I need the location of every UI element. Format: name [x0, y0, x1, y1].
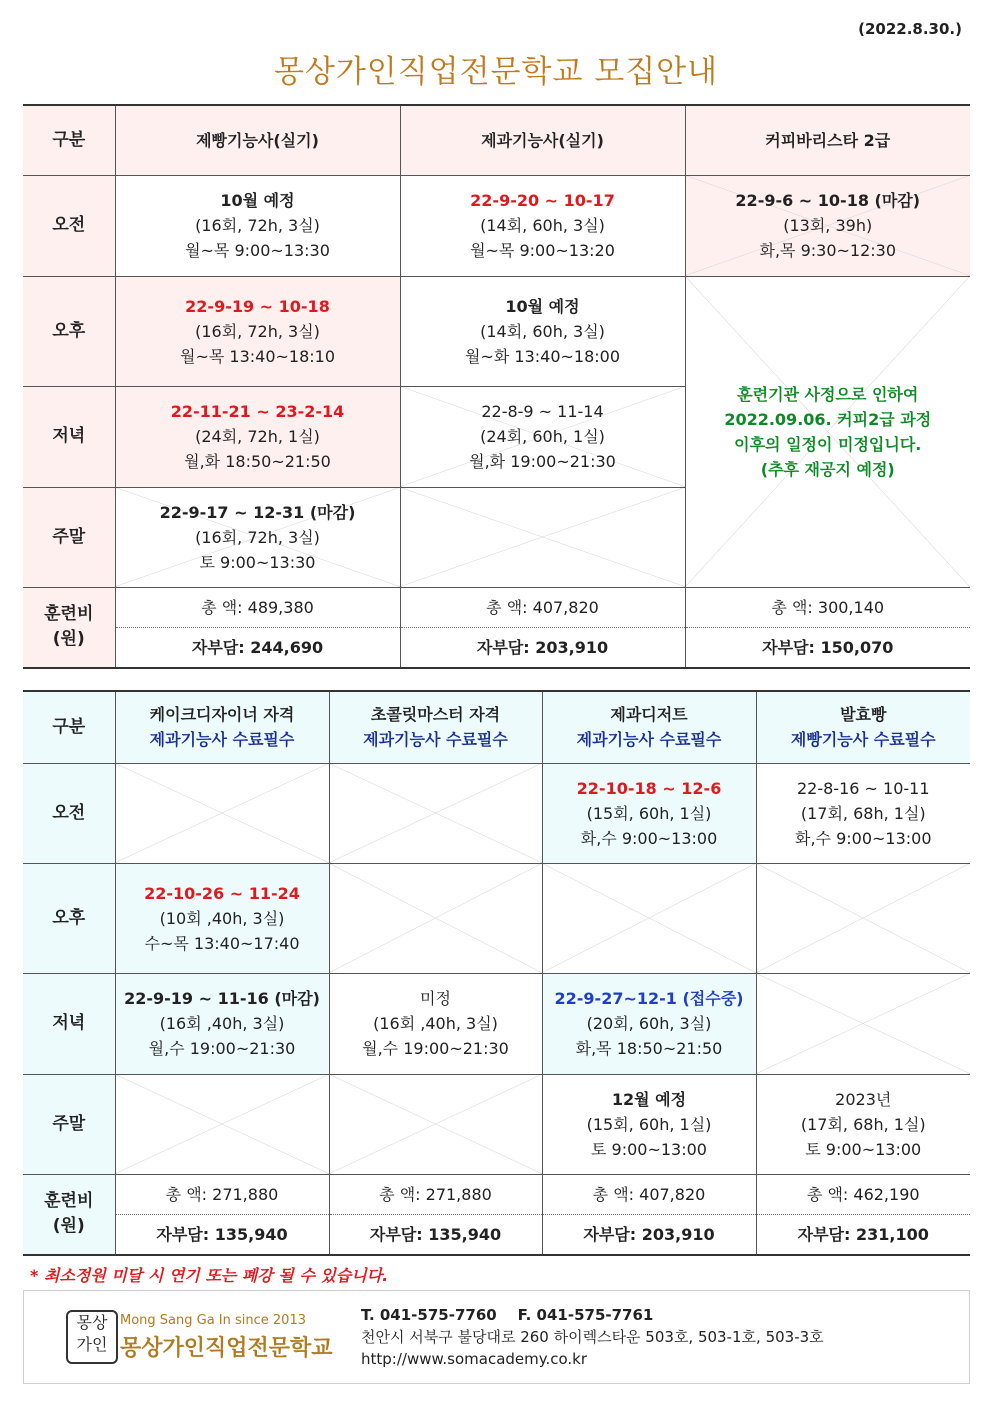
course-requirement: 제과기능사 수료필수	[149, 730, 295, 750]
cell-cake-morning-empty	[115, 763, 329, 863]
cell-ferment-evening-empty	[756, 973, 970, 1074]
fee-label: 훈련비	[44, 604, 94, 625]
coffee-notice-line: 이후의 일정이 미정입니다.	[734, 434, 922, 454]
cell-detail: (10회 ,40h, 3실)	[159, 908, 285, 928]
cell-bread-weekend	[115, 487, 400, 587]
col-header-fermented-bread	[756, 691, 970, 763]
document-date: (2022.8.30.)	[858, 20, 962, 38]
cell-detail: (16회, 72h, 3실)	[195, 216, 320, 235]
cell-time: 월,화 18:50~21:50	[184, 452, 331, 471]
fee-total-cake: 총 액: 271,880	[115, 1174, 329, 1214]
cell-cake-evening	[115, 973, 329, 1074]
cell-detail: (16회, 72h, 3실)	[195, 527, 320, 547]
cell-cake-weekend-empty	[115, 1074, 329, 1174]
cell-choco-afternoon-empty	[329, 863, 542, 973]
fee-total-choco: 총 액: 271,880	[329, 1174, 542, 1214]
cell-dessert-weekend	[542, 1074, 756, 1174]
cell-choco-morning-empty	[329, 763, 542, 863]
row-label-morning: 오전	[23, 175, 115, 276]
course-name: 발효빵	[840, 705, 887, 725]
cell-period: 22-9-17 ~ 12-31 (마감)	[159, 502, 356, 522]
cell-bread-evening	[115, 386, 400, 487]
cell-detail: (20회, 60h, 3실)	[586, 1014, 712, 1033]
col-header-cake	[115, 691, 329, 763]
cell-time: 토 9:00~13:00	[591, 1139, 707, 1159]
cancellation-notice: * 최소정원 미달 시 연기 또는 폐강 될 수 있습니다.	[30, 1266, 389, 1285]
logo-school-name: 몽상가인직업전문학교	[120, 1336, 333, 1361]
cell-confection-afternoon	[400, 276, 685, 386]
cell-time: 월~목 9:00~13:30	[185, 241, 330, 260]
schedule-table-2	[23, 690, 970, 1256]
page-title: 몽상가인직업전문학교 모집안내	[273, 54, 719, 90]
cell-confection-weekend-empty	[400, 487, 685, 587]
row-label-weekend: 주말	[23, 1074, 115, 1174]
cell-time: 월,수 19:00~21:30	[362, 1039, 509, 1058]
col-header-dessert	[542, 691, 756, 763]
cell-detail: (14회, 60h, 3실)	[480, 321, 605, 341]
fee-total-coffee: 총 액: 300,140	[685, 587, 970, 627]
cell-time: 월~목 13:40~18:10	[179, 346, 336, 366]
cell-detail: (24회, 72h, 1실)	[195, 427, 320, 446]
cell-time: 월~화 13:40~18:00	[464, 346, 621, 366]
row-label-fee	[23, 587, 115, 668]
school-logo-icon	[66, 1310, 118, 1364]
cell-detail: (16회 ,40h, 3실)	[373, 1014, 498, 1033]
cell-period: 22-9-19 ~ 11-16 (마감)	[124, 989, 320, 1008]
col-header-coffee: 커피바리스타 2급	[685, 105, 970, 175]
course-name: 제과디저트	[610, 705, 688, 725]
fee-label: 훈련비	[44, 1191, 94, 1212]
cell-detail: (15회, 60h, 1실)	[586, 803, 712, 823]
fee-total-bread: 총 액: 489,380	[115, 587, 400, 627]
cell-time: 화,수 9:00~13:00	[580, 828, 718, 848]
cell-confection-morning	[400, 175, 685, 276]
logo-text-top: 몽상	[76, 1313, 108, 1332]
cell-period: 22-11-21 ~ 23-2-14	[170, 402, 345, 421]
cell-bread-morning	[115, 175, 400, 276]
cell-period: 22-9-6 ~ 10-18 (마감)	[735, 191, 921, 210]
cell-period: 22-8-16 ~ 10-11	[796, 778, 930, 798]
cell-period: 10월 예정	[505, 296, 580, 316]
corner-label: 구분	[23, 691, 115, 763]
contact-website-link[interactable]: http://www.somacademy.co.kr	[361, 1350, 588, 1368]
cell-ferment-afternoon-empty	[756, 863, 970, 973]
contact-address: 천안시 서북구 불당대로 260 하이렉스타운 503호, 503-1호, 503-3호	[361, 1328, 824, 1346]
coffee-notice-line: (추후 재공지 예정)	[760, 459, 895, 479]
fee-self-dessert: 자부담: 203,910	[542, 1214, 756, 1255]
fee-self-confection: 자부담: 203,910	[400, 627, 685, 668]
row-label-afternoon: 오후	[23, 863, 115, 973]
cell-detail: (16회 ,40h, 3실)	[159, 1014, 285, 1033]
cell-time: 수~목 13:40~17:40	[144, 933, 300, 953]
coffee-notice-line: 2022.09.06. 커피2급 과정	[724, 409, 932, 429]
row-label-weekend: 주말	[23, 487, 115, 587]
cell-bread-afternoon	[115, 276, 400, 386]
cell-period: 22-10-18 ~ 12-6	[576, 778, 722, 798]
col-header-chocolate	[329, 691, 542, 763]
cell-coffee-notice	[685, 276, 970, 587]
course-name: 초콜릿마스터 자격	[370, 705, 501, 725]
fee-total-confection: 총 액: 407,820	[400, 587, 685, 627]
fee-self-bread: 자부담: 244,690	[115, 627, 400, 668]
cell-time: 화,목 18:50~21:50	[575, 1039, 723, 1058]
cell-time: 화,수 9:00~13:00	[794, 828, 932, 848]
course-requirement: 제과기능사 수료필수	[363, 730, 508, 750]
logo-since: Mong Sang Ga In since 2013	[120, 1313, 306, 1328]
cell-cake-afternoon	[115, 863, 329, 973]
row-label-evening: 저녁	[23, 386, 115, 487]
cell-period: 22-9-27~12-1 (접수중)	[554, 989, 744, 1008]
row-label-morning: 오전	[23, 763, 115, 863]
schedule-table-1	[23, 104, 970, 669]
cell-detail: (24회, 60h, 1실)	[480, 427, 605, 446]
cell-period: 12월 예정	[611, 1089, 687, 1109]
cell-choco-evening	[329, 973, 542, 1074]
cell-confection-evening	[400, 386, 685, 487]
cell-period: 2023년	[835, 1089, 892, 1109]
fee-total-ferment: 총 액: 462,190	[756, 1174, 970, 1214]
course-requirement: 제빵기능사 수료필수	[790, 730, 936, 750]
fee-self-ferment: 자부담: 231,100	[756, 1214, 970, 1255]
cell-time: 월~목 9:00~13:20	[470, 241, 615, 260]
cell-period: 22-9-20 ~ 10-17	[470, 191, 615, 210]
cell-detail: (14회, 60h, 3실)	[480, 216, 605, 235]
footer	[23, 1290, 970, 1384]
row-label-evening: 저녁	[23, 973, 115, 1074]
cell-period: 미정	[420, 989, 451, 1008]
cell-detail: (17회, 68h, 1실)	[800, 1114, 926, 1134]
cell-period: 22-9-19 ~ 10-18	[185, 296, 330, 316]
logo-text-bottom: 가인	[76, 1335, 108, 1354]
course-name: 케이크디자이너 자격	[149, 705, 295, 725]
fee-self-coffee: 자부담: 150,070	[685, 627, 970, 668]
cell-coffee-morning	[685, 175, 970, 276]
cell-period: 22-10-26 ~ 11-24	[144, 883, 300, 903]
cell-ferment-weekend	[756, 1074, 970, 1174]
cell-detail: (16회, 72h, 3실)	[195, 321, 320, 341]
col-header-confection: 제과기능사(실기)	[400, 105, 685, 175]
cell-dessert-morning	[542, 763, 756, 863]
col-header-bread: 제빵기능사(실기)	[115, 105, 400, 175]
course-requirement: 제과기능사 수료필수	[576, 730, 722, 750]
cell-ferment-morning	[756, 763, 970, 863]
fee-unit: (원)	[52, 629, 85, 650]
fee-self-cake: 자부담: 135,940	[115, 1214, 329, 1255]
cell-time: 토 9:00~13:00	[805, 1139, 922, 1159]
contact-info	[361, 1304, 824, 1370]
coffee-notice-line: 훈련기관 사정으로 인하여	[737, 384, 919, 404]
corner-label: 구분	[23, 105, 115, 175]
cell-choco-weekend-empty	[329, 1074, 542, 1174]
cell-period: 22-8-9 ~ 11-14	[481, 402, 604, 421]
cell-dessert-afternoon-empty	[542, 863, 756, 973]
cell-dessert-evening	[542, 973, 756, 1074]
cell-time: 화,목 9:30~12:30	[759, 241, 897, 260]
cell-time: 월,수 19:00~21:30	[148, 1039, 296, 1058]
row-label-afternoon: 오후	[23, 276, 115, 386]
fee-self-choco: 자부담: 135,940	[329, 1214, 542, 1255]
cell-time: 토 9:00~13:30	[199, 552, 316, 572]
cell-detail: (15회, 60h, 1실)	[586, 1114, 712, 1134]
fee-total-dessert: 총 액: 407,820	[542, 1174, 756, 1214]
fee-unit: (원)	[52, 1216, 85, 1237]
row-label-fee	[23, 1174, 115, 1255]
cell-detail: (13회, 39h)	[783, 216, 873, 235]
contact-phone-fax: T. 041-575-7760 F. 041-575-7761	[361, 1306, 654, 1324]
cell-period: 10월 예정	[220, 191, 295, 210]
cell-detail: (17회, 68h, 1실)	[800, 803, 926, 823]
cell-time: 월,화 19:00~21:30	[469, 452, 616, 471]
